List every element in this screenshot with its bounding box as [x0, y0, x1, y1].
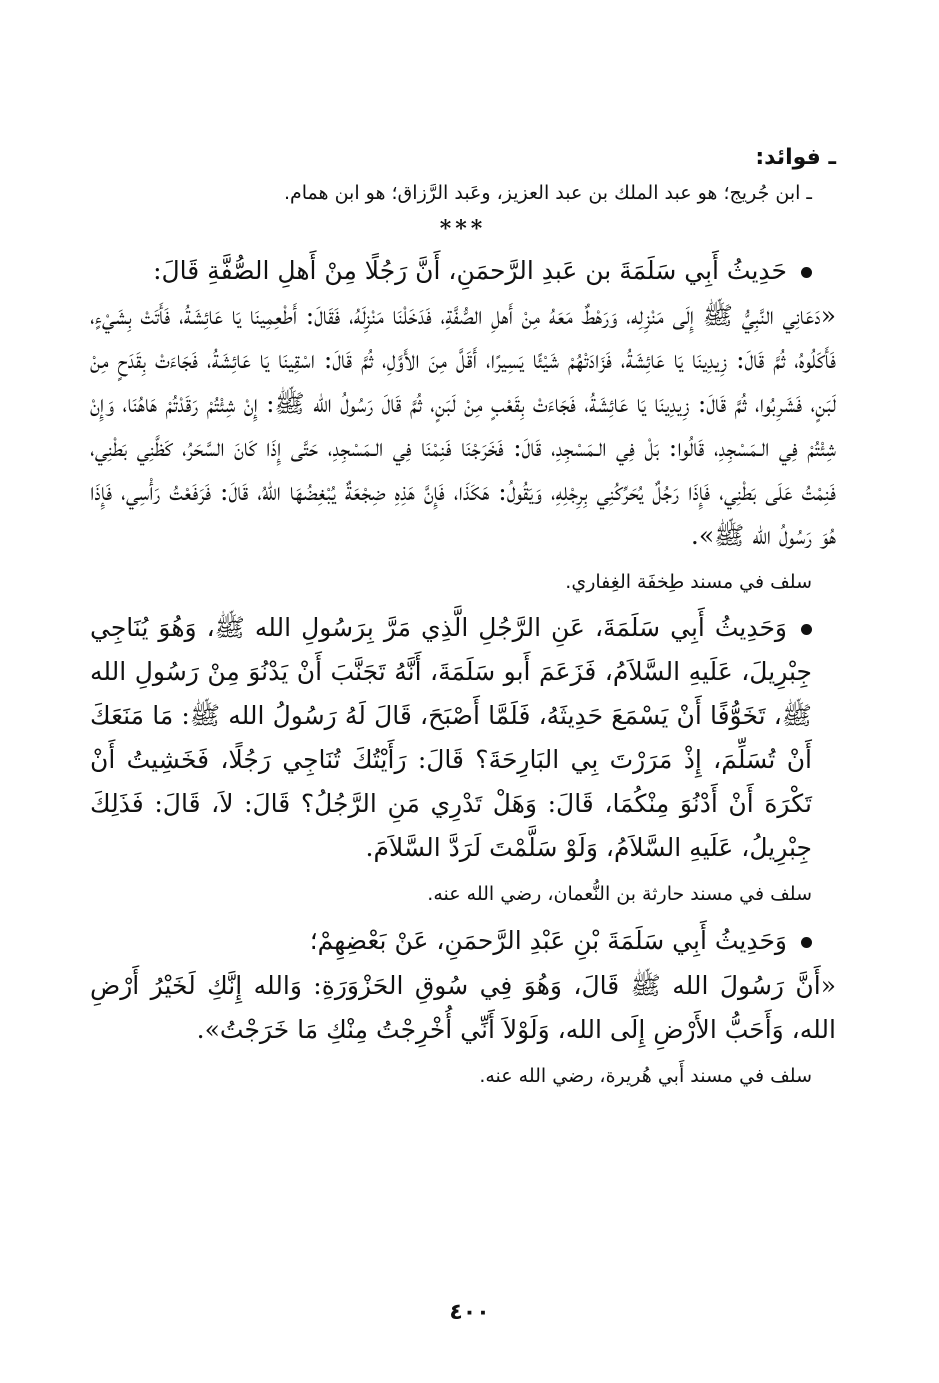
- bullet-icon: [801, 937, 812, 948]
- bullet-icon: [801, 624, 812, 635]
- bullet-icon: [801, 267, 812, 278]
- page-number: ٤٠٠: [449, 1300, 490, 1325]
- hadith-1-intro: [90, 248, 836, 294]
- hadith-1-intro-text: حَدِيثُ أَبِي سَلَمَةَ بن عَبدِ الرَّحمَنِ، أَنَّ رَجُلًا مِنْ أَهلِ الصُّفَّةِ قَالَ:: [153, 256, 787, 285]
- hadith-3-intro: [90, 918, 836, 964]
- hadith-3-intro-text: وَحَدِيثُ أَبِي سَلَمَةَ بْنِ عَبْدِ الرَّحمَنِ، عَنْ بَعْضِهِمْ؛: [309, 926, 787, 955]
- hadith-2-text: وَحَدِيثُ أَبِي سَلَمَةَ، عَنِ الرَّجُلِ الَّذِي مَرَّ بِرَسُولِ الله ﷺ، وَهُوَ يُنَاجِي جِبْرِيلَ، عَلَيهِ السَّلاَمُ، فَزَعَمَ أَبو سَلَمَةَ، أَنَّهُ تَجَنَّبَ أَنْ يَدْنُوَ مِنْ رَسُولِ الله ﷺ، تَخَوُّفًا أَنْ يَسْمَعَ حَدِيثَهُ، فَلَمَّا أَصْبَحَ، قَالَ لَهُ رَسُولُ الله ﷺ: مَا مَنَعَكَ أَنْ تُسَلِّمَ، إِذْ مَرَرْتَ بِي البَارِحَةَ؟ قَالَ: رَأَيْتُكَ تُنَاجِي رَجُلًا، فَخَشِيتُ أَنْ تَكْرَهَ أَنْ أَدْنُوَ مِنْكُمَا، قَالَ: وَهَلْ تَدْرِي مَنِ الرَّجُلُ؟ قَالَ: لاَ، قَالَ: فَذَلِكَ جِبْرِيلُ، عَلَيهِ السَّلاَمُ، وَلَوْ سَلَّمْتَ لَرَدَّ السَّلاَمَ.: [90, 613, 812, 862]
- hadith-3-source: سلف في مسند أَبي هُريرة، رضي الله عنه.: [479, 1065, 812, 1087]
- hadith-2-source: سلف في مسند حارثة بن النُّعمان، رضي الله عنه.: [427, 883, 812, 905]
- note-line: ـ ابن جُريج؛ هو عبد الملك بن عبد العزيز، وعَبد الرَّزاق؛ هو ابن همام.: [283, 182, 812, 204]
- hadith-1-text: «دَعَانِي النَّبِيُّ ﷺ إِلَى مَنْزِلِه، وَرَهْطٌ مَعَهُ مِنْ أَهلِ الصُّفَّةِ، فَدَخَلْنَا مَنْزِلَهُ، فَقَالَ: أَطْعِمِينَا يَا عَائِشَةُ، فَأَتَتْ بِشَيْءٍ، فَأَكَلُوهُ، ثُمَّ قَالَ: زِيدِينَا يَا عَائِشَةُ، فَزَادَتْهُمْ شَيْئًا يَسِيرًا، أَقَلَّ مِنَ الأَوَّلِ، ثُمَّ قَالَ: اسْقِينَا يَا عَائِشَةُ، فَجَاءَتْ بِقَدَحٍ مِنْ لَبَنٍ، فَشَرِبُوا، ثُمَّ قَالَ: زِيدِينَا يَا عَائِشَةُ، فَجَاءَتْ بِقَعْبٍ مِنْ لَبَنٍ، ثُمَّ قَالَ رَسُولُ الله ﷺ: إِنْ شِئْتُمْ رَقَدْتُمْ هَاهُنَا، وَإِنْ شِئْتُمْ فِي الـمَسْجِدِ، قَالُوا: بَلْ فِي الـمَسْجِدِ، قَالَ: فَخَرَجْنَا فَنِمْنَا فِي الـمَسْجِدِ، حَتَّى إِذَا كَانَ السَّحَرُ، كَظَّنِي بَطْنِي، فَنِمْتُ عَلَى بَطْنِي، فَإِذَا رَجُلٌ يُحَرِّكُنِي بِرِجْلِهِ، وَيَقُولُ: هَكَذَا، فَإِنَّ هَذِهِ ضِجْعَةٌ يُبْغِضُهَا اللهُ، قَالَ: فَرَفَعْتُ رَأْسِي، فَإِذَا هُوَ رَسُولُ الله ﷺ».: [90, 301, 836, 550]
- page-content: [90, 140, 836, 1100]
- hadith-3-text: «أَنَّ رَسُولَ الله ﷺ قَالَ، وَهُوَ فِي سُوقِ الحَزْوَرَةِ: وَالله إِنَّكِ لَخَيْرُ أَرْضِ الله، وَأَحَبُّ الأَرْضِ إِلَى الله، وَلَوْلاَ أَنِّي أُخْرِجْتُ مِنْكِ مَا خَرَجْتُ».: [90, 971, 836, 1044]
- hadith-1-source: سلف في مسند طِخفَة الغِفاري.: [565, 571, 812, 593]
- section-heading: ـ فوائد:: [755, 145, 836, 170]
- hadith-2: [90, 606, 836, 870]
- separator-stars: ***: [439, 216, 487, 242]
